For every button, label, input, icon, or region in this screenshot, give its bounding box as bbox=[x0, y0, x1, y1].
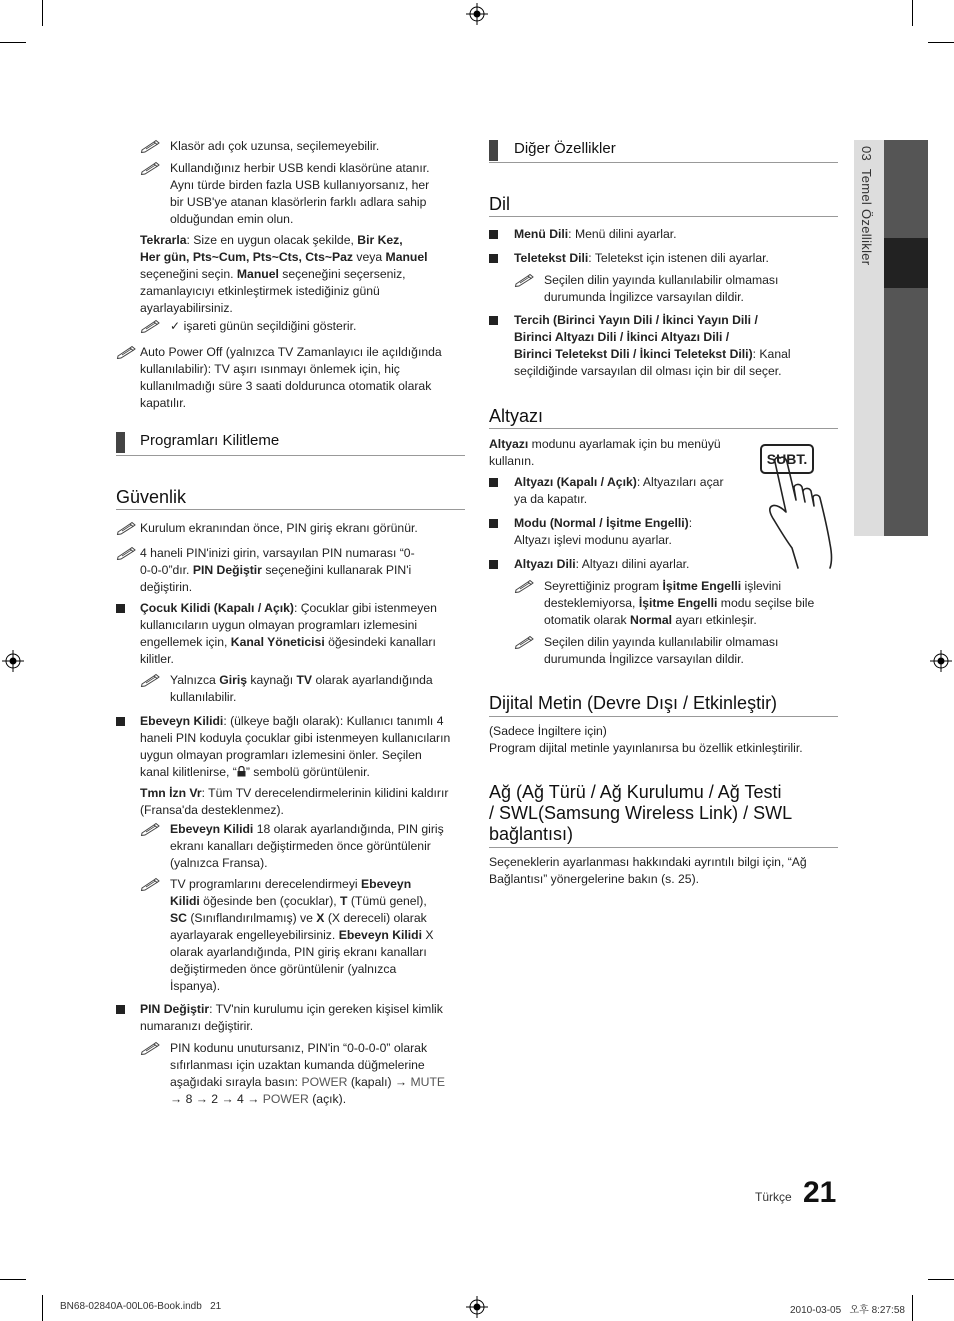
note-icon bbox=[140, 139, 162, 153]
side-tab-marker bbox=[884, 238, 928, 288]
note bbox=[116, 545, 466, 596]
crop-mark bbox=[928, 1279, 954, 1280]
heading-dil: Dil bbox=[489, 194, 510, 214]
note-icon bbox=[140, 1041, 162, 1055]
note bbox=[140, 821, 470, 872]
divider bbox=[489, 162, 838, 163]
note bbox=[116, 520, 466, 537]
note-icon bbox=[514, 273, 536, 287]
crop-mark bbox=[0, 42, 26, 43]
bullet-icon bbox=[489, 254, 498, 263]
divider bbox=[489, 216, 838, 217]
note-icon bbox=[140, 161, 162, 175]
note-text: 4 haneli PIN'inizi girin, varsayılan PIN numarası “0- 0-0-0”dır. PIN Değiştir seçeneğini kullanarak PIN'i değiştirin. bbox=[140, 546, 415, 594]
bullet-icon bbox=[489, 230, 498, 239]
registration-mark-icon bbox=[466, 3, 488, 25]
paragraph-altyazi-intro: Altyazı modunu ayarlamak için bu menüyü kullanın. bbox=[489, 437, 721, 468]
bullet-modu bbox=[489, 515, 749, 549]
bullet-text: Teletekst Dili: Teletekst için istenen dili ayarlar. bbox=[514, 251, 769, 265]
note bbox=[514, 634, 838, 668]
bullet-icon bbox=[116, 604, 125, 613]
crop-mark bbox=[0, 1279, 26, 1280]
bullet-altyazi-ka bbox=[489, 474, 749, 508]
bullet-text: Çocuk Kilidi (Kapalı / Açık): Çocuklar gibi istenmeyen kullanıcıların uygun olmayan programları izlemesini engellemek için, Kanal Yöneticisi öğesindeki kanalları kilitler. bbox=[140, 601, 437, 666]
note-text: Kullandığınız herbir USB kendi klasörüne atanır. Aynı türde birden fazla USB kullanıyorsanız, her bir USB'ye atanan klasörlerin farklı adlara sahip olduğundan emin olun. bbox=[170, 161, 430, 226]
paragraph-tmn: Tmn İzn Vr: Tüm TV derecelendirmelerinin kilidini kaldırır (Fransa'da desteklenmez). bbox=[140, 786, 449, 817]
bullet-icon bbox=[489, 519, 498, 528]
note-text: Klasör adı çok uzunsa, seçilemeyebilir. bbox=[170, 139, 380, 153]
page-number: 21 bbox=[803, 1176, 837, 1209]
paragraph-tekrarla: Tekrarla: Size en uygun olacak şekilde, Bir Kez, Her gün, Pts~Cum, Pts~Cts, Cts~Paz veya Manuel seçeneğini seçin. Manuel seçeneğini seçerseniz, zamanlayıcıyı etkinleştirmek istediğiniz günü ayarlayabilirsiniz. bbox=[140, 233, 428, 315]
note-text: Auto Power Off (yalnızca TV Zamanlayıcı ile açıldığında kullanılabilir): TV aşırı ısınmayı önlemek için, hiç kullanılmadığı süre 3 saati doldurunca otomatik olarak kapatılır. bbox=[140, 345, 442, 410]
crop-mark bbox=[42, 1295, 43, 1321]
note bbox=[140, 672, 470, 706]
subt-button: SUBT. bbox=[760, 444, 814, 474]
crop-mark bbox=[928, 42, 954, 43]
bullet-icon bbox=[489, 560, 498, 569]
note-icon bbox=[140, 822, 162, 836]
note-icon bbox=[514, 635, 536, 649]
bullet-icon bbox=[489, 478, 498, 487]
crop-mark bbox=[912, 0, 913, 26]
note-text: işareti günün seçildiğini gösterir. bbox=[183, 319, 357, 333]
bullet-icon bbox=[489, 316, 498, 325]
note-icon bbox=[140, 319, 162, 333]
bullet-text: Ebeveyn Kilidi: (ülkeye bağlı olarak): Kullanıcı tanımlı 4 haneli PIN koduyla çocuklar gibi istenmeyen kullanıcıların uygun olmayan programları izlemesini önler. Seçilen kanal kilitlenirse, “ ” sembolü görüntülenir. bbox=[140, 714, 451, 779]
bullet-teletekst bbox=[489, 250, 838, 267]
crop-mark bbox=[912, 1295, 913, 1321]
bullet-icon bbox=[116, 1005, 125, 1014]
side-tab-label: 03 Temel Özellikler bbox=[859, 146, 874, 266]
bullet-tercih bbox=[489, 312, 838, 380]
note bbox=[140, 876, 470, 995]
note-icon bbox=[116, 546, 138, 560]
section-title: Programları Kilitleme bbox=[140, 432, 280, 449]
heading-guvenlik: Güvenlik bbox=[116, 487, 187, 507]
note-text: Ebeveyn Kilidi 18 olarak ayarlandığında, PIN giriş ekranı kanalları değiştirmeden önce görüntülenir (yalnızca Fransa). bbox=[170, 822, 444, 870]
section-heading bbox=[489, 140, 838, 162]
heading-altyazi: Altyazı bbox=[489, 406, 544, 426]
note-text: Kurulum ekranından önce, PIN giriş ekranı görünür. bbox=[140, 521, 418, 535]
note-icon bbox=[514, 579, 536, 593]
note-text: Seçilen dilin yayında kullanılabilir olmaması durumunda İngilizce varsayılan dildir. bbox=[544, 635, 779, 666]
section-title: Diğer Özellikler bbox=[514, 140, 616, 157]
bullet-cocuk-kilidi bbox=[116, 600, 466, 668]
section-heading bbox=[116, 432, 465, 454]
hand-pointer-icon bbox=[758, 440, 842, 570]
section-bar bbox=[116, 432, 125, 453]
side-tab-dark bbox=[884, 140, 928, 536]
footer-file: BN68-02840A-00L06-Book.indb 21 bbox=[60, 1301, 222, 1312]
page-language: Türkçe bbox=[755, 1190, 792, 1204]
note-text: Seyrettiğiniz program İşitme Engelli işlevini desteklemiyorsa, İşitme Engelli modu seçilse bile otomatik olarak Normal ayarı etkinleşir. bbox=[544, 579, 815, 627]
bullet-text: Altyazı Dili: Altyazı dilini ayarlar. bbox=[514, 557, 690, 571]
paragraph-ag: Seçeneklerin ayarlanması hakkındaki ayrıntılı bilgi için, “Ağ Bağlantısı” yönergelerine bakın (s. 25). bbox=[489, 855, 807, 886]
check-icon: ✓ bbox=[170, 319, 181, 333]
note-text: PIN kodunu unutursanız, PIN'in “0-0-0-0” olarak sıfırlanması için uzaktan kumanda düğmelerine aşağıdaki sırayla basın: POWER (kapalı) → MUTE → 8 → 2 → 4 → POWER (açık). bbox=[170, 1041, 446, 1106]
bullet-pin-degistir bbox=[116, 1001, 466, 1035]
bullet-text: Menü Dili: Menü dilini ayarlar. bbox=[514, 227, 677, 241]
lock-icon bbox=[237, 766, 246, 777]
bullet-text: Modu (Normal / İşitme Engelli): Altyazı işlevi modunu ayarlar. bbox=[514, 516, 693, 547]
bullet-icon bbox=[116, 717, 125, 726]
registration-mark-icon bbox=[2, 650, 24, 672]
heading-dijital-metin: Dijital Metin (Devre Dışı / Etkinleştir) bbox=[489, 693, 778, 713]
crop-mark bbox=[42, 0, 43, 26]
note bbox=[514, 578, 844, 629]
note-text: TV programlarını derecelendirmeyi Ebeveyn Kilidi öğesinde ben (çocuklar), T (Tümü genel), SC (Sınıflandırılmamış) ve X (X dereceli) olarak ayarlayarak engelleyebilirsiniz. Ebeveyn Kilidi X olarak ayarlandığında, PIN giriş ekranı kanalları değiştirmeden önce görüntülenir (yalnızca İspanya). bbox=[170, 877, 434, 993]
note bbox=[140, 160, 470, 228]
footer-date: 2010-03-05 오후 8:27:58 bbox=[790, 1305, 905, 1316]
bullet-altyazi-dili bbox=[489, 556, 838, 573]
bullet-text: PIN Değiştir: TV'nin kurulumu için gereken kişisel kimlik numaranızı değiştirir. bbox=[140, 1002, 443, 1033]
note bbox=[116, 344, 466, 412]
note-text: Yalnızca Giriş kaynağı TV olarak ayarlandığında kullanılabilir. bbox=[170, 673, 433, 704]
note-text: Seçilen dilin yayında kullanılabilir olmaması durumunda İngilizce varsayılan dildir. bbox=[544, 273, 779, 304]
bullet-text: Altyazı (Kapalı / Açık): Altyazıları açar ya da kapatır. bbox=[514, 475, 724, 506]
registration-mark-icon bbox=[930, 650, 952, 672]
note-icon bbox=[140, 673, 162, 687]
note bbox=[140, 318, 470, 335]
paragraph-dijital: (Sadece İngiltere için) Program dijital metinle yayınlanırsa bu özellik etkinleştirilir. bbox=[489, 724, 803, 755]
subt-button-illustration bbox=[758, 440, 842, 570]
note-icon bbox=[116, 345, 138, 359]
note-icon bbox=[140, 877, 162, 891]
registration-mark-icon bbox=[466, 1296, 488, 1318]
bullet-ebeveyn-kilidi bbox=[116, 713, 466, 781]
divider bbox=[116, 455, 465, 456]
note bbox=[140, 1040, 470, 1108]
bullet-text: Tercih (Birinci Yayın Dili / İkinci Yayın Dili / Birinci Altyazı Dili / İkinci Altyazı Dili / Birinci Teletekst Dili / İkinci Teletekst Dili): Kanal seçildiğinde varsayılan dil olması için bir dil seçer. bbox=[514, 313, 791, 378]
bullet-menu-dili bbox=[489, 226, 838, 243]
note-icon bbox=[116, 521, 138, 535]
note bbox=[514, 272, 838, 306]
divider bbox=[116, 509, 465, 510]
divider bbox=[489, 716, 838, 717]
section-bar bbox=[489, 140, 498, 161]
heading-ag: Ağ (Ağ Türü / Ağ Kurulumu / Ağ Testi / SWL(Samsung Wireless Link) / SWL bağlantısı) bbox=[489, 782, 793, 844]
divider bbox=[489, 428, 838, 429]
note bbox=[140, 138, 470, 155]
divider bbox=[489, 847, 838, 848]
